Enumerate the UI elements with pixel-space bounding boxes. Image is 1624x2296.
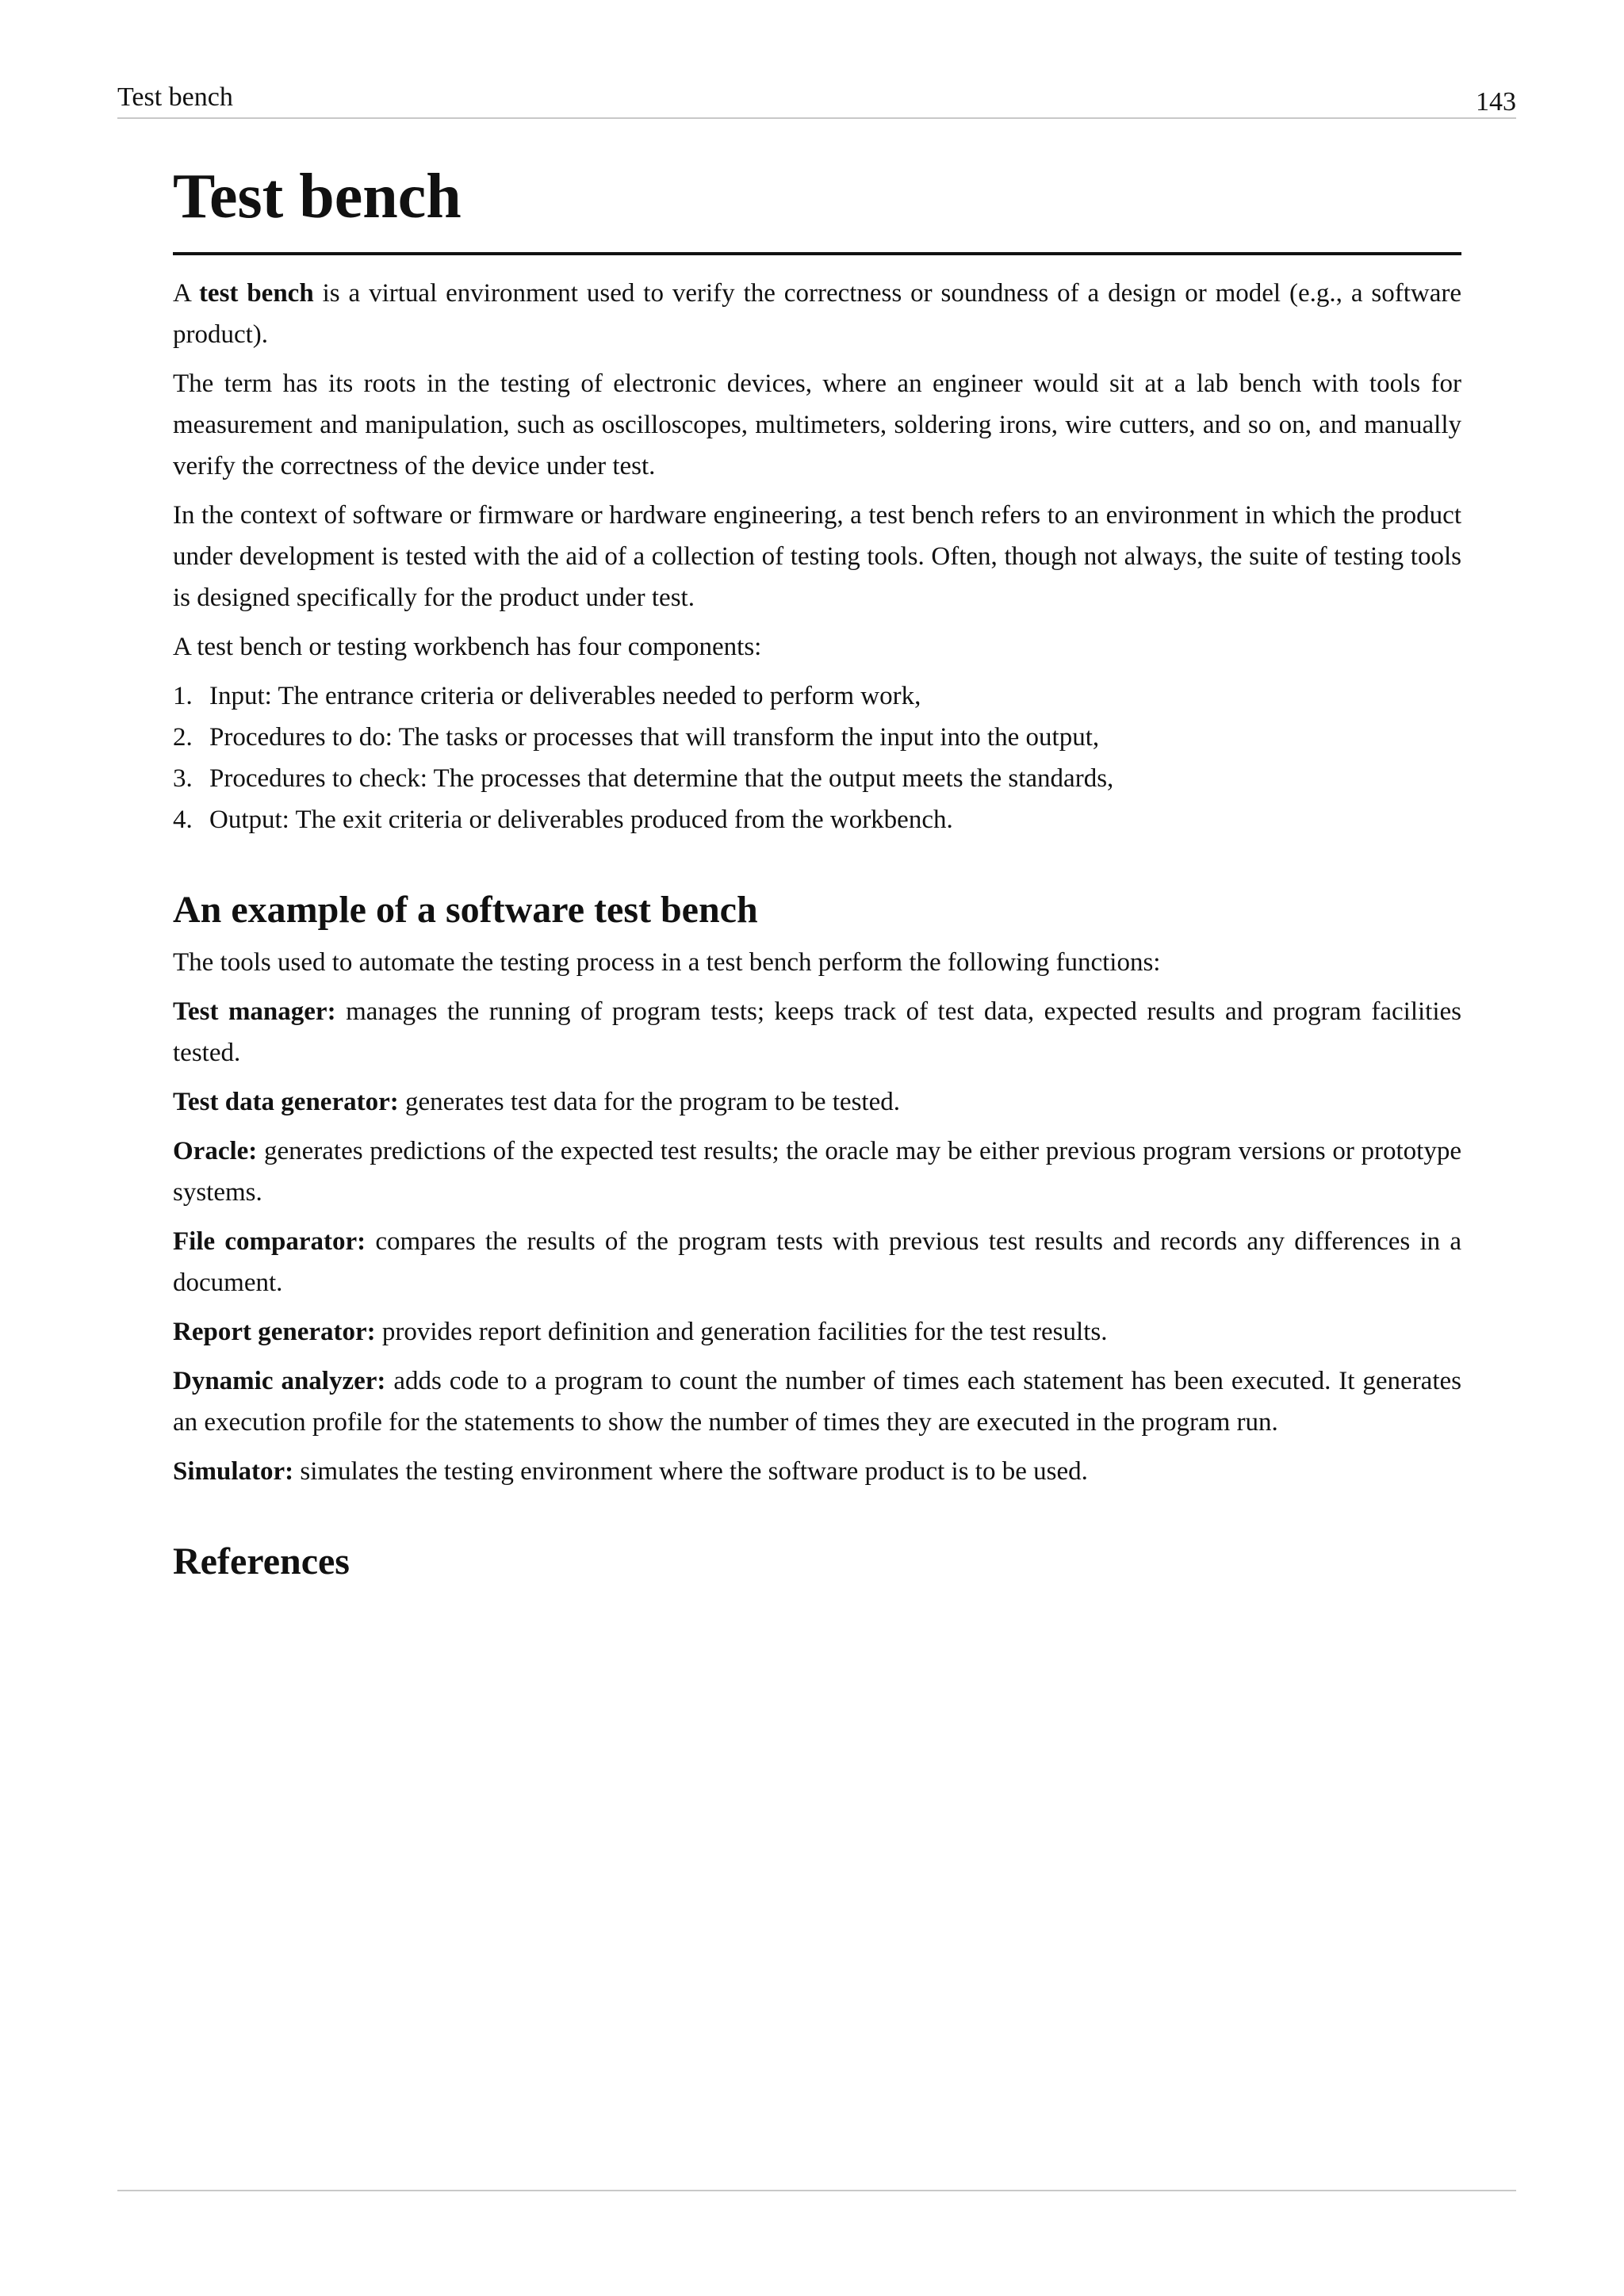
tool-definition [173, 1311, 1461, 1353]
list-item-number: 4. [173, 806, 193, 834]
article-body [173, 159, 1461, 1594]
intro-prefix: A [173, 279, 199, 308]
tool-description: generates predictions of the expected test results; the oracle may be either previous program versions or prototype systems. [173, 1137, 1461, 1207]
running-title: Test bench [117, 82, 233, 112]
list-item [173, 717, 1461, 758]
list-item-number: 3. [173, 764, 193, 793]
intro-paragraph [173, 273, 1461, 355]
list-item [173, 675, 1461, 717]
list-item-number: 1. [173, 682, 193, 710]
tool-description: simulates the testing environment where the software product is to be used. [293, 1457, 1088, 1486]
list-item-text: Procedures to do: The tasks or processes that will transform the input into the output, [209, 723, 1100, 752]
tool-description: manages the running of program tests; keeps track of test data, expected results and program facilities tested. [173, 997, 1461, 1067]
components-list [173, 675, 1461, 840]
tool-definition [173, 1221, 1461, 1303]
context-paragraph: In the context of software or firmware or hardware engineering, a test bench refers to an environment in which the product under development is tested with the aid of a collection of testing tools. Often, though not always, the suite of testing tools is designed specifically for the product under test. [173, 501, 1461, 612]
list-item-text: Input: The entrance criteria or deliverables needed to perform work, [209, 682, 921, 710]
tool-term: Report generator: [173, 1318, 376, 1346]
tool-term: Test data generator: [173, 1088, 399, 1116]
footer-divider [117, 2190, 1516, 2191]
tool-term: Dynamic analyzer: [173, 1367, 386, 1395]
page-title: Test bench [173, 159, 1461, 255]
tool-definition [173, 991, 1461, 1073]
section-heading-references: References [173, 1540, 350, 1582]
tool-term: Test manager: [173, 997, 336, 1026]
list-item-number: 2. [173, 723, 193, 752]
running-header [117, 76, 1516, 119]
intro-term: test bench [198, 279, 314, 308]
tool-description: adds code to a program to count the number of times each statement has been executed. It generates an execution profile for the statements to show the number of times they are executed in the program run. [173, 1367, 1461, 1437]
tool-term: File comparator: [173, 1227, 366, 1256]
tool-definition [173, 1451, 1461, 1492]
page-number: 143 [1476, 87, 1516, 117]
intro-rest: is a virtual environment used to verify the correctness or soundness of a design or model (e.g., a software product). [173, 279, 1461, 349]
tool-definition [173, 1360, 1461, 1443]
section-heading-example: An example of a software test bench [173, 889, 758, 931]
tool-definition [173, 1131, 1461, 1213]
components-intro: A test bench or testing workbench has four components: [173, 633, 762, 661]
list-item [173, 799, 1461, 840]
tool-description: compares the results of the program tests with previous test results and records any differences in a document. [173, 1227, 1461, 1297]
list-item [173, 758, 1461, 799]
tool-definition [173, 1081, 1461, 1123]
tool-description: generates test data for the program to be tested. [398, 1088, 900, 1116]
tool-term: Oracle: [173, 1137, 258, 1165]
example-intro: The tools used to automate the testing process in a test bench perform the following functions: [173, 948, 1161, 977]
list-item-text: Output: The exit criteria or deliverables produced from the workbench. [209, 806, 953, 834]
list-item-text: Procedures to check: The processes that determine that the output meets the standards, [209, 764, 1114, 793]
history-paragraph: The term has its roots in the testing of electronic devices, where an engineer would sit at a lab bench with tools for measurement and manipulation, such as oscilloscopes, multimeters, soldering irons, wire cutters, and so on, and manually verify the correctness of the device under test. [173, 369, 1461, 480]
tool-term: Simulator: [173, 1457, 294, 1486]
tool-description: provides report definition and generation facilities for the test results. [375, 1318, 1108, 1346]
